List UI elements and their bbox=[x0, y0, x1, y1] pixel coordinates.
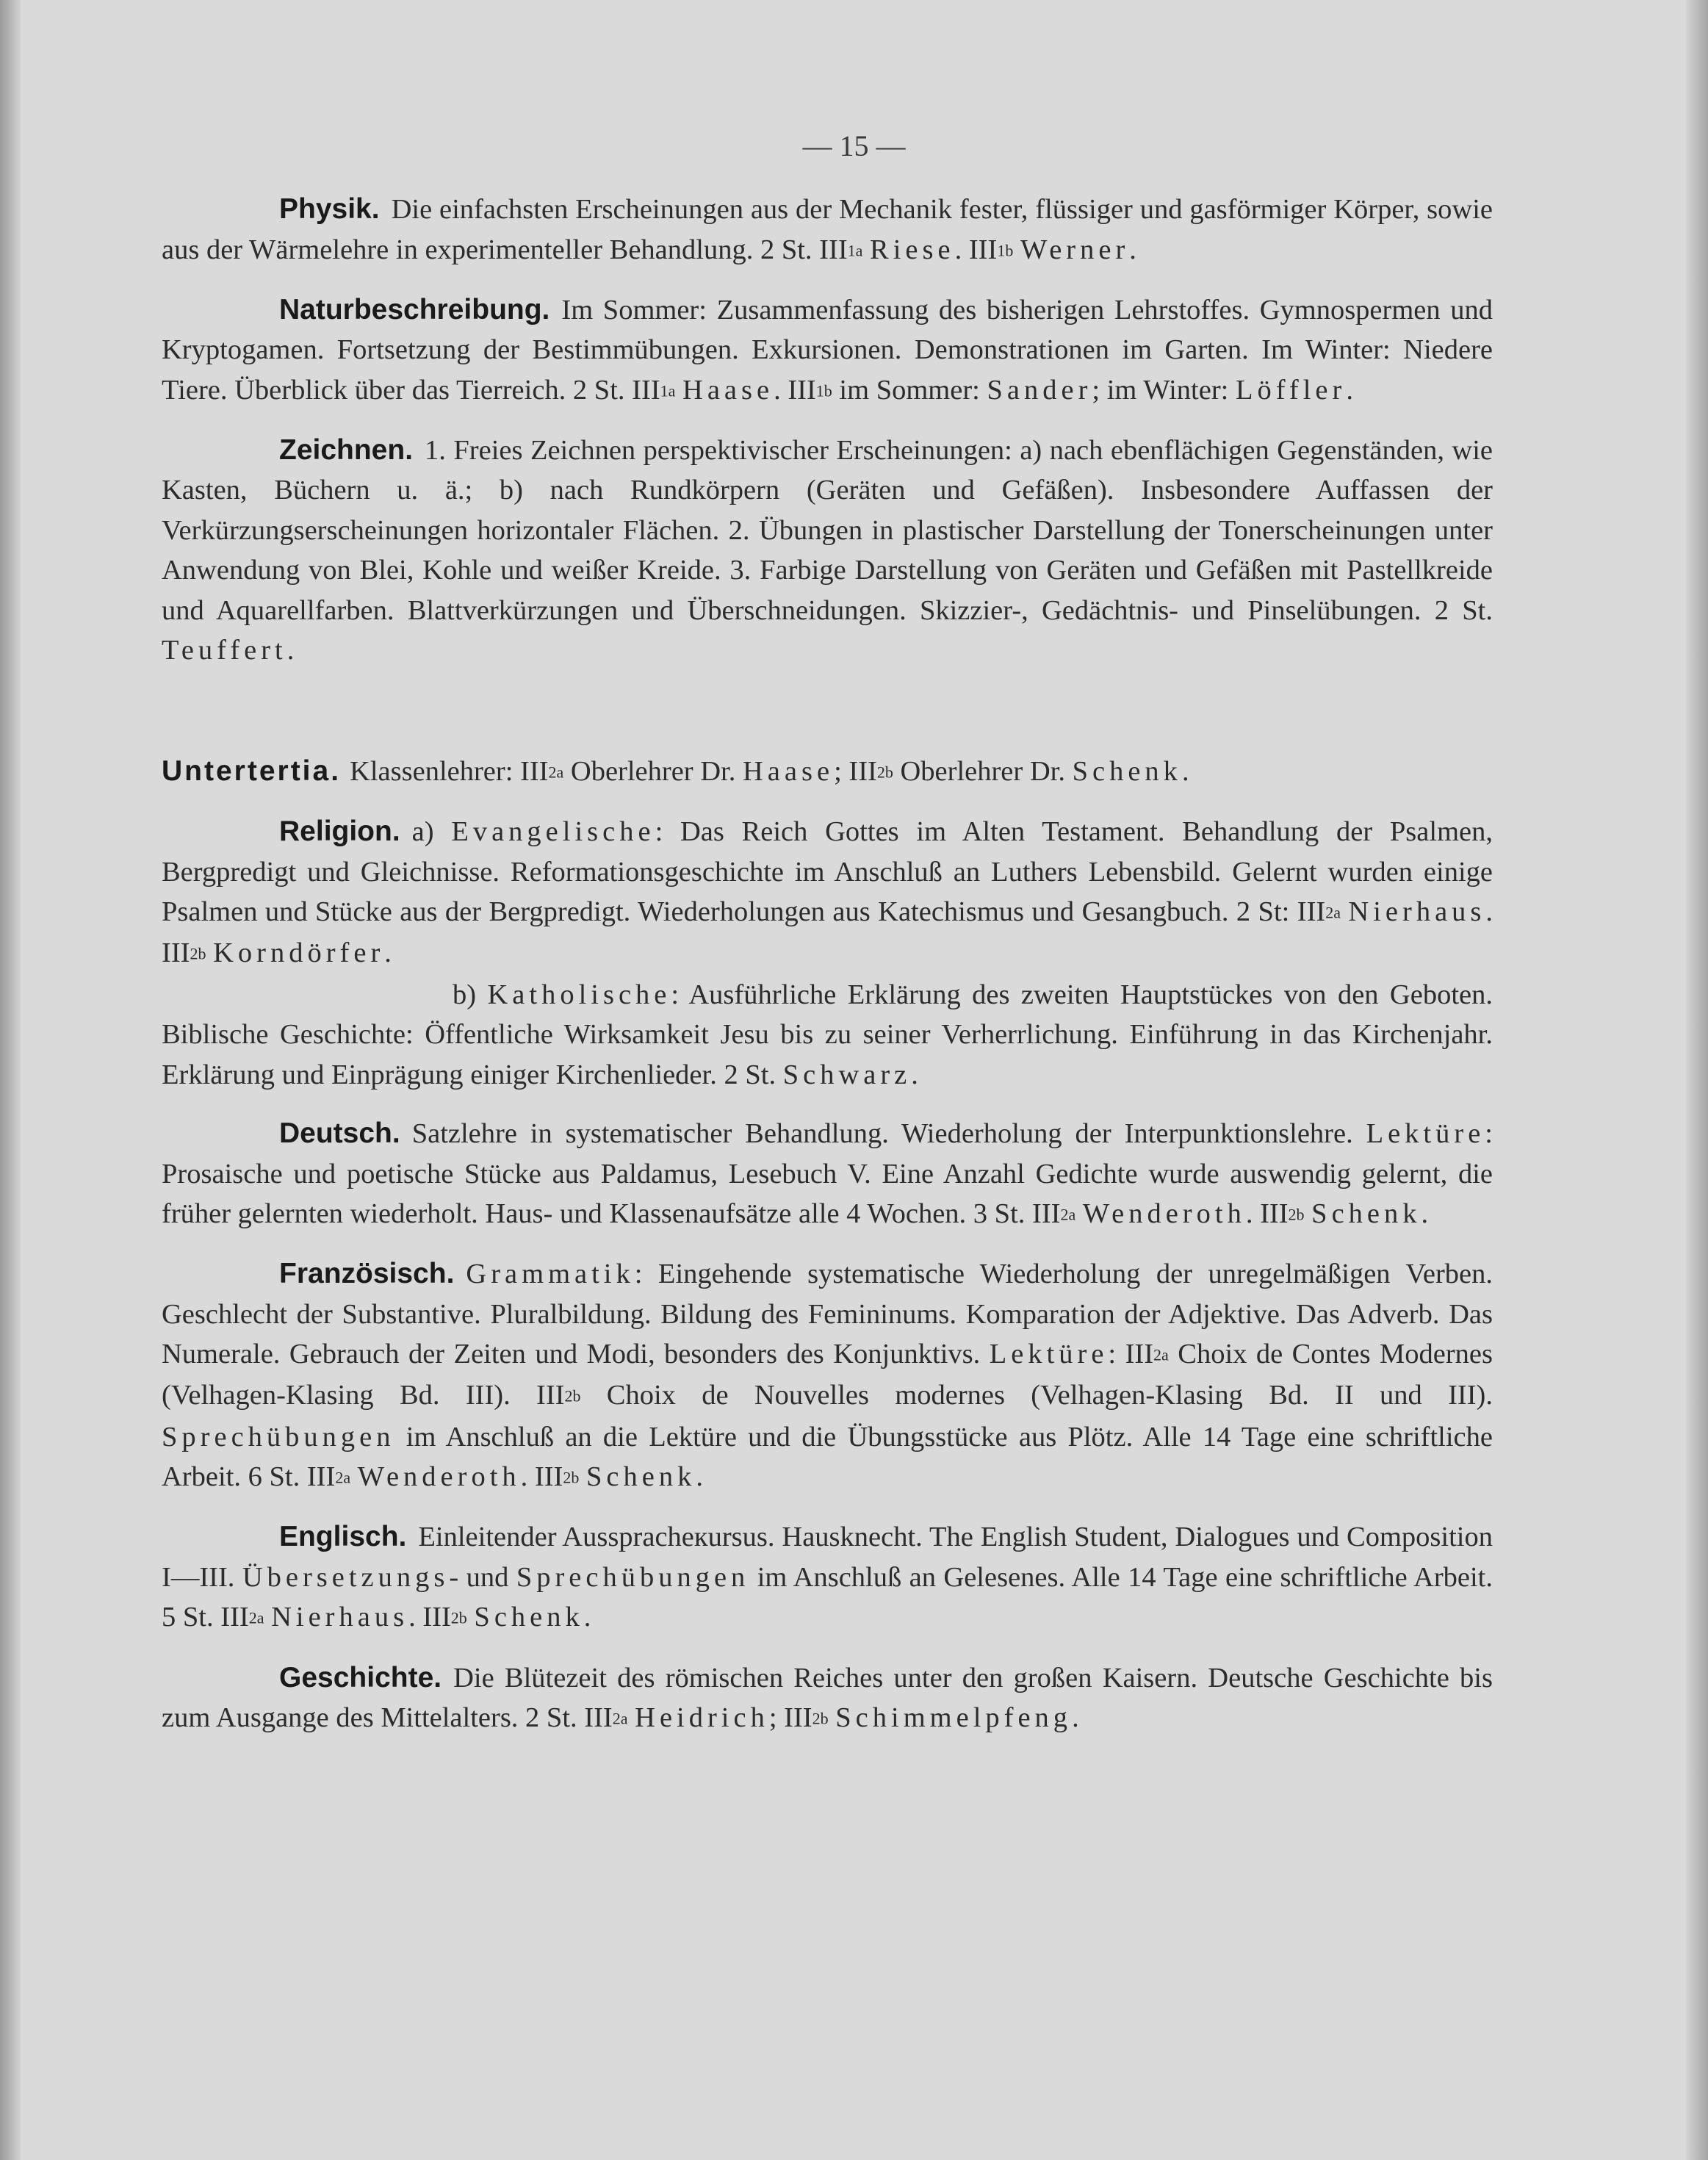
body-text bbox=[1305, 1198, 1312, 1229]
body-text bbox=[1013, 234, 1020, 265]
body-text: Oberlehrer Dr. bbox=[563, 755, 743, 787]
spaced-name: Grammatik bbox=[466, 1259, 635, 1290]
subject-heading: Religion. bbox=[279, 816, 400, 848]
body-text: Die Blütezeit des römischen Reiches unter den großen Kaisern. Deutsche Geschichte bis zum Ausgange des Mittelalters. 2 St. III bbox=[162, 1662, 1493, 1734]
body-text: : Das Reich Gottes im Alten Testament. Behandlung der Psalmen, Bergpredigt und Gleichnisse. Reformationsgeschichte im Anschluß an Luthers Lebensbild. Gelernt wurden einige Psalmen und Stücke aus der Bergpredigt. Wiederholungen aus Katechismus und Gesangbuch. 2 St: III bbox=[162, 816, 1493, 928]
body-text bbox=[579, 1461, 586, 1492]
body-text: : III bbox=[1108, 1339, 1154, 1370]
body-text: Choix de Nouvelles modernes (Velhagen-Klasing Bd. II und III). bbox=[580, 1380, 1493, 1411]
spaced-name: Schenk bbox=[586, 1461, 696, 1493]
body-text bbox=[1341, 896, 1348, 927]
body-text: . III bbox=[954, 234, 998, 265]
class-index: 2b bbox=[812, 1709, 829, 1728]
body-text: Die einfachsten Erscheinungen aus der Mechanik fester, flüssiger und gasförmiger Körper, sowie aus der Wärmelehre in experimenteller Behandlung. 2 St. III bbox=[162, 194, 1493, 265]
body-text: Einleitender Ausspracheкursus. Hausknecht. The English Student, Dialogues und Composition I—III. bbox=[162, 1522, 1493, 1593]
body-text bbox=[862, 234, 870, 265]
section-paragraph bbox=[162, 1517, 1493, 1638]
spaced-name: Katholische bbox=[487, 979, 671, 1010]
class-heading: Untertertia. bbox=[162, 755, 342, 787]
body-text: : Eingehende systematische Wiederholung der unregelmäßigen Verben. Geschlecht der Substantive. Pluralbildung. Bildung des Femininums. Komparation der Adjektive. Das Adverb. Das Numerale. Gebrauch der Zeiten und Modi, besonders des Konjunktivs. bbox=[162, 1259, 1493, 1370]
body-text: im Sommer: bbox=[832, 374, 987, 406]
spaced-name: Evangelische bbox=[451, 816, 655, 848]
spaced-name: Haase bbox=[743, 755, 835, 787]
spaced-name: Heidrich bbox=[635, 1702, 769, 1734]
body-text: . III bbox=[162, 896, 1493, 969]
class-index: 2a bbox=[1060, 1205, 1076, 1224]
subject-heading: Deutsch. bbox=[279, 1117, 400, 1150]
body-text: . bbox=[1129, 234, 1136, 265]
class-index: 1a bbox=[847, 241, 863, 260]
subject-heading: Physik. bbox=[279, 193, 380, 225]
class-index: 1b bbox=[815, 381, 832, 400]
spaced-name: Wenderoth bbox=[1082, 1198, 1246, 1230]
body-text bbox=[829, 1702, 836, 1733]
body-text: : Prosaische und poetische Stücke aus Paldamus, Lesebuch V. Eine Anzahl Gedichte wurde auswendig gelernt, die früher gelernten wiederholt. Haus- und Klassenaufsätze alle 4 Wochen. 3 St. III bbox=[162, 1118, 1493, 1230]
class-index: 1b bbox=[997, 241, 1014, 260]
body-text bbox=[264, 1602, 271, 1632]
body-text: . bbox=[384, 937, 392, 969]
body-text bbox=[467, 1602, 475, 1632]
body-text: Choix de Contes Modernes (Velhagen-Klasing Bd. III). III bbox=[162, 1339, 1493, 1411]
body-text: ; III bbox=[768, 1702, 812, 1734]
spaced-name: Korndörfer bbox=[213, 937, 385, 969]
spaced-name: Schenk bbox=[474, 1602, 584, 1633]
section-paragraph bbox=[162, 1254, 1493, 1498]
spaced-name: Nierhaus bbox=[271, 1602, 409, 1633]
section-paragraph bbox=[162, 1114, 1493, 1235]
page-edge-shadow-right bbox=[1686, 0, 1708, 2160]
section-paragraph bbox=[162, 190, 1493, 271]
section-paragraph bbox=[162, 290, 1493, 411]
body-text bbox=[350, 1461, 358, 1492]
body-text: Im Sommer: Zusammenfassung des bisherigen Lehrstoffes. Gymnospermen und Kryptogamen. Fortsetzung der Bestimmübungen. Exkursionen. Demonstrationen im Garten. Im Winter: Niedere Tiere. Überblick über das Tierreich. 2 St. III bbox=[162, 294, 1493, 406]
spaced-name: Übersetzungs bbox=[242, 1561, 450, 1593]
spaced-name: Schwarz bbox=[782, 1059, 912, 1090]
spaced-name: Haase bbox=[682, 374, 774, 406]
spaced-name: Schenk bbox=[1072, 755, 1182, 787]
body-text: b) bbox=[453, 979, 488, 1010]
body-text: . bbox=[911, 1059, 918, 1090]
body-text: . bbox=[287, 635, 295, 666]
class-index: 2a bbox=[1153, 1345, 1169, 1364]
spaced-name: Schimmelpfeng bbox=[835, 1702, 1073, 1734]
class-index: 1a bbox=[660, 381, 676, 400]
page-number: — 15 — bbox=[802, 129, 906, 162]
body-text: im Anschluß an Gelesenes. Alle 14 Tage eine schriftliche Arbeit. 5 St. III bbox=[162, 1561, 1493, 1633]
spaced-name: Lektüre bbox=[989, 1339, 1109, 1370]
spaced-name: Lektüre bbox=[1366, 1118, 1485, 1150]
class-index: 2a bbox=[612, 1709, 628, 1728]
body-text bbox=[1075, 1198, 1083, 1229]
class-index: 2b bbox=[1288, 1205, 1305, 1224]
page-edge-shadow-left bbox=[0, 0, 21, 2160]
body-text: . bbox=[696, 1461, 703, 1493]
section-paragraph bbox=[162, 1658, 1493, 1740]
spaced-name: Löffler bbox=[1235, 374, 1347, 406]
class-index: 2a bbox=[1325, 903, 1341, 922]
class-index: 2a bbox=[335, 1468, 351, 1487]
spaced-name: Sander bbox=[987, 374, 1092, 406]
body-text: . III bbox=[774, 374, 816, 406]
body-text: 1. Freies Zeichnen perspektivischer Erscheinungen: a) nach ebenflächigen Gegenständen, wie Kasten, Büchern u. ä.; b) nach Rundkörpern (Geräten und Gefäßen). Insbesondere Auffassen der Verkürzungserscheinungen horizontaler Flächen. 2. Übungen in plastischer Darstellung der Tonerscheinungen unter Anwendung von Blei, Kohle und weißer Kreide. 3. Farbige Darstellung von Geräten und Gefäßen mit Pastellkreide und Aquarellfarben. Blattverkürzungen und Überschneidungen. Skizzier-, Gedächtnis- und Pinselübungen. 2 St. bbox=[162, 434, 1493, 626]
body-text: Satzlehre in systematischer Behandlung. Wiederholung der Interpunktionslehre. bbox=[411, 1118, 1366, 1150]
subject-heading: Französisch. bbox=[279, 1258, 455, 1290]
body-text: ; im Winter: bbox=[1092, 374, 1236, 406]
body-text: ; III bbox=[834, 755, 877, 787]
subject-heading: Geschichte. bbox=[279, 1661, 442, 1693]
spaced-name: Teuffert bbox=[162, 635, 287, 666]
body-text: . III bbox=[408, 1602, 451, 1633]
spaced-name: Schenk bbox=[1311, 1198, 1421, 1230]
page-body-text bbox=[162, 190, 1493, 1739]
section-paragraph bbox=[162, 752, 1493, 793]
body-text bbox=[628, 1702, 635, 1733]
section-paragraph bbox=[162, 812, 1493, 974]
class-index: 2b bbox=[190, 945, 206, 964]
section-paragraph bbox=[162, 975, 1493, 1095]
body-text: - und bbox=[449, 1561, 516, 1593]
class-index: 2a bbox=[548, 763, 564, 782]
spaced-name: Nierhaus bbox=[1348, 896, 1486, 928]
spaced-name: Wenderoth bbox=[357, 1461, 521, 1493]
class-index: 2a bbox=[248, 1609, 264, 1628]
body-text: . bbox=[1421, 1198, 1429, 1230]
subject-heading: Englisch. bbox=[279, 1521, 407, 1553]
spaced-name: Sprechübungen bbox=[516, 1561, 750, 1593]
body-text: : Ausführliche Erklärung des zweiten Hauptstückes von den Geboten. Biblische Geschichte: Öffentliche Wirksamkeit Jesu bis zu seiner Verherrlichung. Einführung in das Kirchenjahr. Erklärung und Einprägung einiger Kirchenlieder. 2 St. bbox=[162, 979, 1493, 1090]
body-text: . III bbox=[1245, 1198, 1289, 1230]
section-paragraph bbox=[162, 431, 1493, 671]
body-text: im Anschluß an die Lektüre und die Übungsstücke aus Plötz. Alle 14 Tage eine schriftliche Arbeit. 6 St. III bbox=[162, 1421, 1493, 1493]
body-text: . bbox=[1181, 755, 1189, 787]
class-index: 2b bbox=[450, 1609, 467, 1628]
class-index: 2b bbox=[563, 1468, 580, 1487]
subject-heading: Naturbeschreibung. bbox=[279, 293, 550, 325]
class-index: 2b bbox=[564, 1387, 581, 1406]
body-text: Oberlehrer Dr. bbox=[893, 755, 1073, 787]
spaced-name: Riese bbox=[870, 234, 955, 265]
body-text: a) bbox=[411, 816, 452, 848]
body-text bbox=[206, 937, 213, 968]
class-index: 2b bbox=[876, 763, 893, 782]
spaced-name: Werner bbox=[1020, 234, 1130, 265]
spaced-name: Sprechübungen bbox=[162, 1421, 395, 1452]
body-text: . bbox=[1346, 374, 1353, 406]
body-text bbox=[675, 375, 682, 406]
body-text: . bbox=[1072, 1702, 1079, 1734]
body-text: . bbox=[583, 1602, 591, 1633]
body-text: . III bbox=[520, 1461, 563, 1493]
body-text: Klassenlehrer: III bbox=[350, 755, 549, 787]
subject-heading: Zeichnen. bbox=[279, 433, 414, 466]
